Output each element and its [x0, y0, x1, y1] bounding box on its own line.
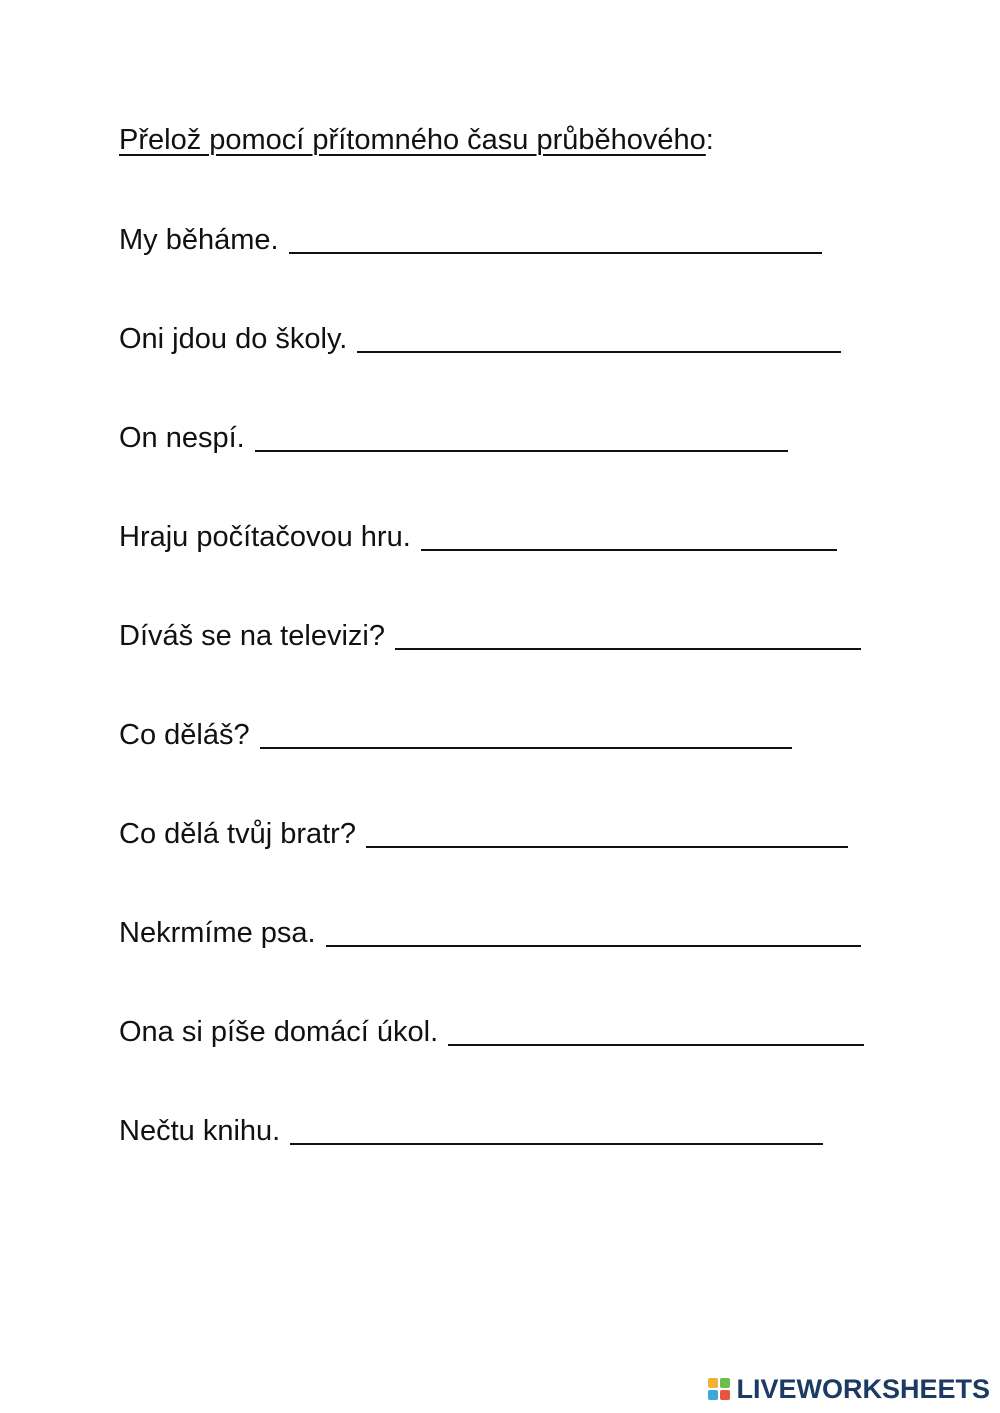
exercise-prompt: Díváš se na televizi? — [119, 620, 385, 652]
answer-input[interactable] — [290, 1113, 823, 1143]
exercise-item — [119, 810, 848, 854]
exercise-item — [119, 612, 861, 656]
liveworksheets-logo[interactable] — [708, 1374, 990, 1405]
answer-input[interactable] — [448, 1014, 864, 1044]
answer-blank — [421, 519, 837, 551]
instruction-title-text: Přelož pomocí přítomného času průběhového — [119, 124, 706, 156]
exercise-item — [119, 1008, 864, 1052]
answer-blank — [326, 915, 861, 947]
answer-input[interactable] — [326, 915, 861, 945]
answer-blank — [395, 618, 861, 650]
exercise-item — [119, 216, 822, 260]
exercise-prompt: On nespí. — [119, 422, 245, 454]
exercise-prompt: Co dělá tvůj bratr? — [119, 818, 356, 850]
answer-input[interactable] — [395, 618, 861, 648]
answer-blank — [357, 321, 841, 353]
answer-input[interactable] — [366, 816, 848, 846]
exercise-item — [119, 414, 788, 458]
answer-blank — [289, 222, 822, 254]
liveworksheets-logo-icon — [708, 1378, 732, 1402]
answer-input[interactable] — [260, 717, 792, 747]
exercise-item — [119, 909, 861, 953]
logo-text: LIVEWORKSHEETS — [736, 1374, 990, 1404]
answer-input[interactable] — [357, 321, 841, 351]
exercise-prompt: My běháme. — [119, 224, 279, 256]
exercise-item — [119, 1107, 823, 1151]
exercise-item — [119, 315, 841, 359]
answer-input[interactable] — [421, 519, 837, 549]
exercise-prompt: Co děláš? — [119, 719, 250, 751]
answer-blank — [366, 816, 848, 848]
answer-blank — [448, 1014, 864, 1046]
instruction-title — [119, 120, 714, 160]
answer-input[interactable] — [289, 222, 822, 252]
exercise-item — [119, 711, 792, 755]
answer-blank — [290, 1113, 823, 1145]
instruction-title-colon: : — [705, 124, 714, 156]
exercise-prompt: Hraju počítačovou hru. — [119, 521, 411, 553]
answer-input[interactable] — [255, 420, 788, 450]
exercise-prompt: Nečtu knihu. — [119, 1115, 281, 1147]
exercise-prompt: Nekrmíme psa. — [119, 917, 316, 949]
exercise-prompt: Ona si píše domácí úkol. — [119, 1016, 439, 1048]
exercise-item — [119, 513, 837, 557]
answer-blank — [260, 717, 792, 749]
answer-blank — [255, 420, 788, 452]
exercise-prompt: Oni jdou do školy. — [119, 323, 348, 355]
